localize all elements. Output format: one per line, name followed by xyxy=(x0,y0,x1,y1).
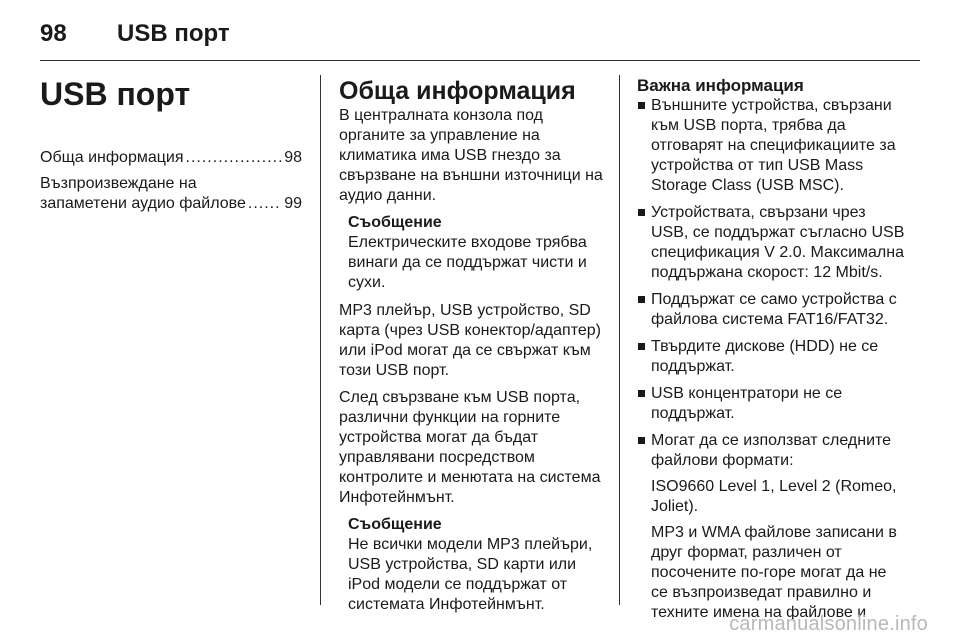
formats-paragraph: MP3 и WMA файлове записани в друг формат, различен от посочените по-горе могат да не се възпроизведат правилно и техните имена на файлове и xyxy=(651,524,897,621)
bullet-item: Могат да се използват следните файлови формати: ISO9660 Level 1, Level 2 (Romeo, Joliet). MP3 и WMA файлове записани в друг формат, различен от посочените по-горе могат да не се възпроизведат правилно и техните имена на файлове и xyxy=(637,431,905,623)
toc-column xyxy=(40,76,302,220)
toc-entry-page: 98 xyxy=(284,149,302,166)
toc-entry-page: 99 xyxy=(284,195,302,212)
bullet-item: Твърдите дискове (HDD) не се поддържат. xyxy=(637,337,905,377)
note-box xyxy=(339,515,604,615)
chapter-title: USB порт xyxy=(40,76,191,112)
bullet-item: Поддържат се само устройства с файлова система FAT16/FAT32. xyxy=(637,290,905,330)
toc-dot-leader xyxy=(248,194,282,214)
formats-paragraph: ISO9660 Level 1, Level 2 (Romeo, Joliet). xyxy=(651,478,897,515)
column-divider xyxy=(320,75,321,605)
note-box xyxy=(339,213,604,293)
note-text: Не всички модели MP3 плейъри, USB устройства, SD карти или iPod модели се поддържат от системата Инфотейнмънт. xyxy=(348,536,593,613)
paragraph: MP3 плейър, USB устройство, SD карта (чрез USB конектор/адаптер) или iPod могат да се свържат към този USB порт. xyxy=(339,302,601,379)
note-title: Съобщение xyxy=(348,516,442,533)
section-title-general: Обща информация xyxy=(339,77,576,105)
section-title-important: Важна информация xyxy=(637,76,804,95)
paragraph: В централната конзола под органите за управление на климатика има USB гнездо за свързване на външни източници на аудио данни. xyxy=(339,107,603,204)
toc-entry-general[interactable] xyxy=(40,148,302,168)
column-divider xyxy=(619,75,620,605)
note-text: Електрическите входове трябва винаги да се поддържат чисти и сухи. xyxy=(348,234,587,291)
toc-entry-label: Възпроизвеждане на запаметени аудио файлове xyxy=(40,175,246,212)
page-number: 98 xyxy=(40,20,67,47)
general-info-column xyxy=(339,76,604,623)
paragraph: След свързване към USB порта, различни функции на горните устройства могат да бъдат управлявани посредством контролите и менютата на система Инфотейнмънт. xyxy=(339,389,601,506)
toc-entry-label: Обща информация xyxy=(40,149,184,166)
bullet-item: USB концентратори не се поддържат. xyxy=(637,384,905,424)
header-divider xyxy=(40,60,920,61)
header-title: USB порт xyxy=(117,20,230,47)
table-of-contents xyxy=(40,148,302,214)
toc-entry-playback[interactable] xyxy=(40,174,302,214)
watermark: carmanualsonline.info xyxy=(729,613,928,635)
bullet-item: Устройствата, свързани чрез USB, се поддържат съгласно USB спецификация V 2.0. Максимална поддържана скорост: 12 Mbit/s. xyxy=(637,203,905,283)
bullet-list xyxy=(637,96,905,623)
toc-dot-leader xyxy=(186,148,283,168)
bullet-item: Външните устройства, свързани към USB порта, трябва да отговарят на спецификациите за устройства от тип USB Mass Storage Class (USB MSC). xyxy=(637,96,905,196)
note-title: Съобщение xyxy=(348,214,442,231)
important-info-column xyxy=(637,76,905,630)
